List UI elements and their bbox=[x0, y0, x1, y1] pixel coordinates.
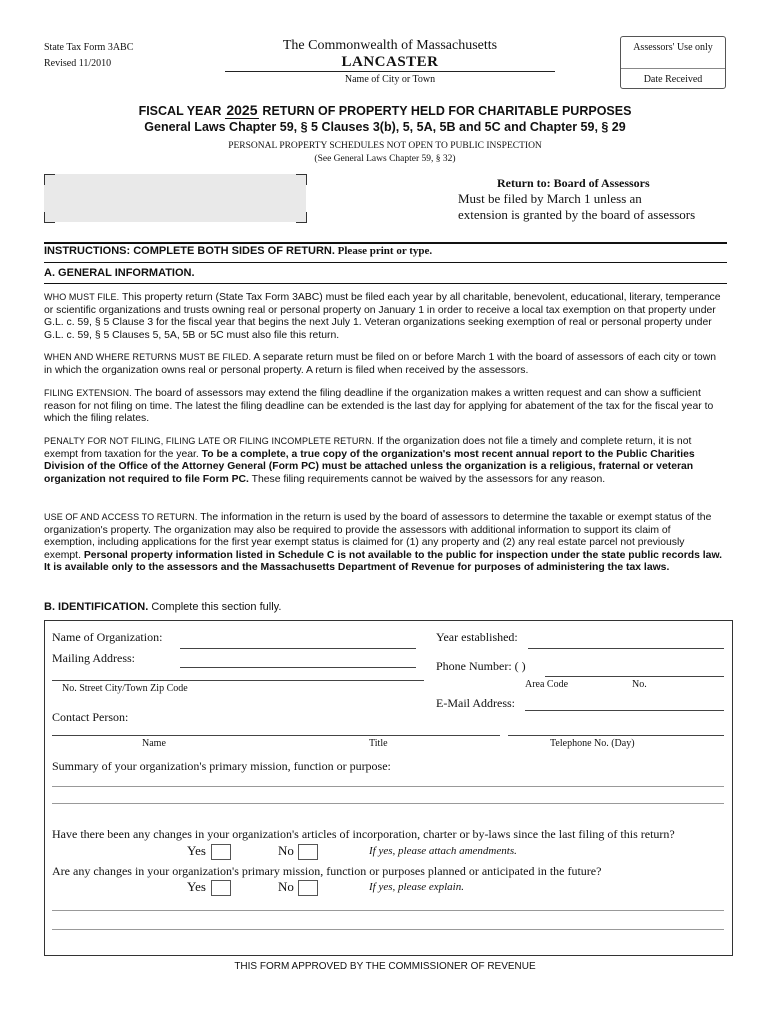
phone-field[interactable] bbox=[545, 676, 724, 677]
fiscal-year-label: FISCAL YEAR bbox=[138, 104, 222, 118]
mailing-address-field-2[interactable] bbox=[52, 680, 424, 681]
address-window bbox=[44, 174, 306, 222]
footer-approval: THIS FORM APPROVED BY THE COMMISSIONER OF REVENUE bbox=[234, 961, 536, 972]
explain-field-2[interactable] bbox=[52, 929, 724, 930]
year-established-label: Year established: bbox=[436, 630, 518, 644]
org-name-field[interactable] bbox=[180, 648, 416, 649]
section-a-heading: A. GENERAL INFORMATION. bbox=[44, 267, 195, 279]
contact-person-label: Contact Person: bbox=[52, 710, 129, 724]
section-b-heading-line bbox=[44, 601, 281, 613]
section-b-subheading: Complete this section fully. bbox=[151, 601, 282, 613]
instructions-note: Please print or type. bbox=[337, 245, 433, 257]
when-where-paragraph: WHEN AND WHERE RETURNS MUST BE FILED. A separate return must be filed on or before March 1 with the board of assessors of each city or town in which the organization owns real or personal property. A return is filed when received by the assessors. bbox=[44, 352, 716, 376]
mailing-address-label: Mailing Address: bbox=[52, 651, 135, 665]
q2-yes-label: Yes bbox=[187, 879, 206, 894]
city-caption: Name of City or Town bbox=[344, 74, 436, 85]
address-window-corner bbox=[296, 174, 307, 185]
name-caption: Name bbox=[142, 738, 166, 749]
address-window-corner bbox=[44, 174, 55, 185]
org-name-label: Name of Organization: bbox=[52, 630, 163, 644]
assessors-box-divider bbox=[621, 68, 725, 69]
fiscal-year-value: 2025 bbox=[226, 102, 258, 118]
return-to-line1: Must be filed by March 1 unless an bbox=[458, 191, 642, 206]
assessors-use-box bbox=[620, 36, 726, 89]
q1-no-checkbox[interactable] bbox=[298, 844, 318, 860]
email-field[interactable] bbox=[525, 710, 724, 711]
telephone-caption: Telephone No. (Day) bbox=[550, 738, 635, 749]
q1-note: If yes, please attach amendments. bbox=[369, 845, 517, 857]
contact-phone-field[interactable] bbox=[508, 735, 724, 736]
address-window-corner bbox=[44, 212, 55, 223]
title-caption: Title bbox=[369, 738, 388, 749]
use-access-paragraph: USE OF AND ACCESS TO RETURN. The information in the return is used by the board of assessors to determine the taxable or exempt status of the organization's property. The organization may also be required to provide the assessors with additional information to support its claim of exemption, including applications for the first year exempt status is claimed for (1) any property and (2) any real estate parcel not previously exempt. Personal property information listed in Schedule C is not available to the public for inspection under the state public records law. It is available only to the assessors and the Massachusetts Department of Revenue for purposes of administering the tax laws. bbox=[44, 512, 723, 574]
summary-field-1[interactable] bbox=[52, 786, 724, 787]
q1-no-label: No bbox=[278, 843, 294, 858]
explain-field-1[interactable] bbox=[52, 910, 724, 911]
area-code-caption: Area Code bbox=[525, 679, 569, 690]
instructions-rule-bottom bbox=[44, 262, 727, 263]
revised-date: Revised 11/2010 bbox=[44, 58, 112, 69]
phone-no-caption: No. bbox=[632, 679, 647, 690]
summary-field-2[interactable] bbox=[52, 803, 724, 804]
summary-label: Summary of your organization's primary mission, function or purpose: bbox=[52, 759, 391, 773]
return-to-heading: Return to: Board of Assessors bbox=[497, 176, 650, 190]
instructions-label: INSTRUCTIONS: COMPLETE BOTH SIDES OF RETURN. bbox=[44, 245, 335, 257]
email-label: E-Mail Address: bbox=[436, 696, 515, 710]
filing-extension-paragraph: FILING EXTENSION. The board of assessors may extend the filing deadline if the organization makes a written request and can show a sufficient reason for not filing on time. The latest the filing deadline can be extended is the last day for applying for abatement of the tax for the fiscal year to which the filing relates. bbox=[44, 388, 714, 425]
q1-yes-label: Yes bbox=[187, 843, 206, 858]
instructions-rule-top bbox=[44, 242, 727, 244]
city-underline bbox=[225, 71, 555, 72]
mailing-address-field[interactable] bbox=[180, 667, 416, 668]
phone-paren: ( ) bbox=[514, 659, 526, 673]
phone-label: Phone Number: ( ) bbox=[436, 659, 526, 673]
year-established-field[interactable] bbox=[528, 648, 724, 649]
commonwealth-heading: The Commonwealth of Massachusetts bbox=[282, 38, 498, 53]
form-title bbox=[0, 102, 770, 119]
question-1: Have there been any changes in your organization's articles of incorporation, charter or by-laws since the last filing of this return? bbox=[52, 827, 675, 841]
q2-no-label: No bbox=[278, 879, 294, 894]
city-name: LANCASTER bbox=[341, 54, 439, 70]
address-caption: No. Street City/Town Zip Code bbox=[62, 683, 188, 694]
section-b-heading: B. IDENTIFICATION. bbox=[44, 601, 149, 613]
date-received-label: Date Received bbox=[643, 74, 703, 85]
q2-note: If yes, please explain. bbox=[369, 881, 464, 893]
q2-yes-checkbox[interactable] bbox=[211, 880, 231, 896]
title-main: RETURN OF PROPERTY HELD FOR CHARITABLE PURPOSES bbox=[262, 104, 632, 118]
q2-no-checkbox[interactable] bbox=[298, 880, 318, 896]
instructions-line bbox=[44, 245, 432, 257]
q1-yes-checkbox[interactable] bbox=[211, 844, 231, 860]
contact-name-title-field[interactable] bbox=[52, 735, 500, 736]
section-a-rule bbox=[44, 283, 727, 284]
question-2: Are any changes in your organization's primary mission, function or purposes planned or anticipated in the future? bbox=[52, 864, 602, 878]
form-id: State Tax Form 3ABC bbox=[44, 42, 134, 53]
penalty-paragraph: PENALTY FOR NOT FILING, FILING LATE OR FILING INCOMPLETE RETURN. If the organization does not file a timely and complete return, it is not exempt from taxation for the year. To be a complete, a true copy of the organization's most recent annual report to the Public Charities Division of the Office of the Attorney General (Form PC) must be attached unless the organization is a religious, fraternal or veteran organization not required to file Form PC. These filing requirements cannot be waived by the assessors for any reason. bbox=[44, 436, 695, 485]
confidential-notice-ref: (See General Laws Chapter 59, § 32) bbox=[314, 154, 456, 164]
confidential-notice: PERSONAL PROPERTY SCHEDULES NOT OPEN TO PUBLIC INSPECTION bbox=[228, 141, 542, 151]
return-to-line2: extension is granted by the board of assessors bbox=[458, 207, 696, 222]
general-laws-line: General Laws Chapter 59, § 5 Clauses 3(b), 5, 5A, 5B and 5C and Chapter 59, § 29 bbox=[144, 120, 626, 134]
identification-box bbox=[44, 620, 733, 956]
assessors-use-label: Assessors' Use only bbox=[633, 42, 713, 53]
address-window-corner bbox=[296, 212, 307, 223]
who-must-file-paragraph: WHO MUST FILE. This property return (State Tax Form 3ABC) must be filed each year by all charitable, benevolent, educational, literary, temperance or scientific organizations and trusts owning real or personal property on January 1 in order to receive a local tax exemption on that property under G.L. c. 59, § 5 Clause 3 for the fiscal year that begins the next July 1. Veteran organizations seeking exemption of real or personal property under G.L. c. 59, § 5 Clauses 5, 5A, 5B or 5C must also file this return. bbox=[44, 292, 721, 341]
